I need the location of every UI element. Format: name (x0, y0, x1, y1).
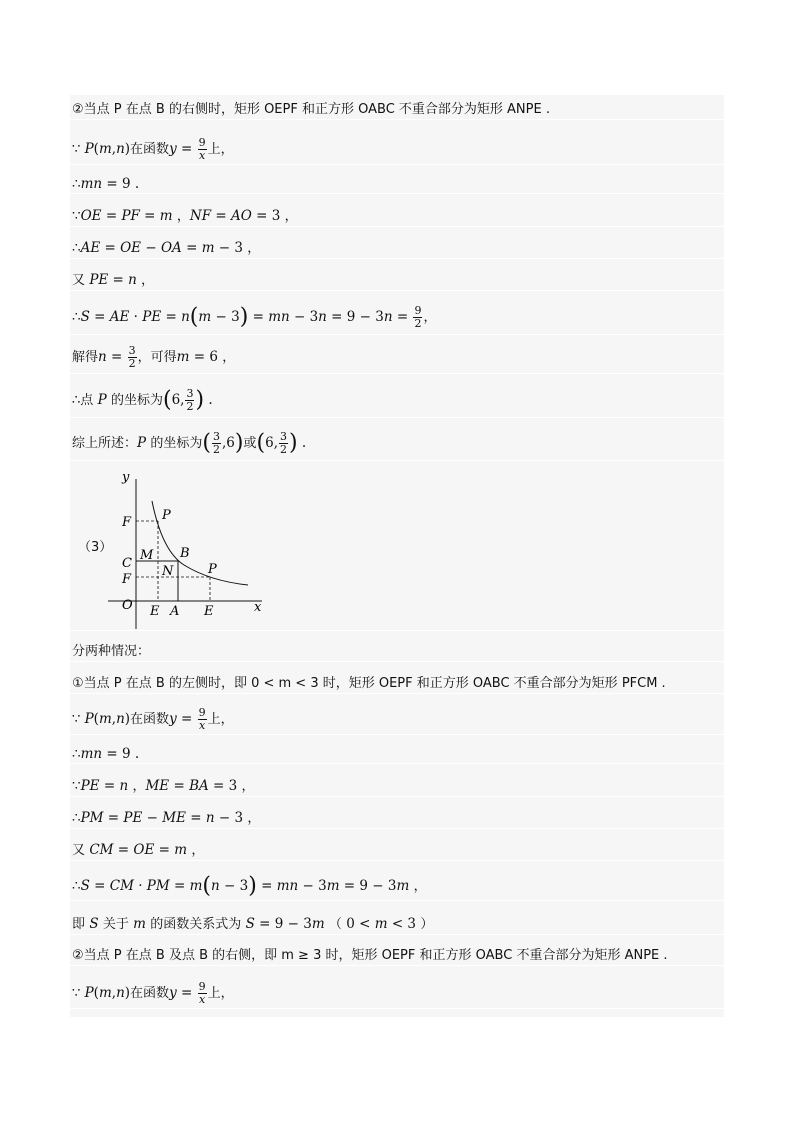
text-line: 又 CM = OE = m ， (70, 841, 724, 861)
label-a: A (170, 604, 180, 619)
text-line: ∵ P(m,n)在函数y = $\frac{9}{x}$ 上， (70, 133, 724, 165)
text-line (70, 643, 724, 662)
case-1-heading: ①当点 P 在点 B 的左侧时，即 0 < m < 3 时，矩形 OEPF 和正方形 OABC 不重合部分为矩形 PFCM . (72, 676, 666, 691)
label-e-right: E (204, 604, 214, 619)
label-e-left: E (150, 604, 160, 619)
label-m: M (140, 548, 154, 563)
label-b: B (180, 546, 190, 561)
case-2-heading: ②当点 P 在点 B 及点 B 的右侧，即 m ≥ 3 时，矩形 OEPF 和正方形 OABC 不重合部分为矩形 ANPE . (72, 948, 668, 963)
text-line: ∴点 P 的坐标为(6, $\frac{3}{2}$ ) . (70, 382, 724, 418)
text-line (70, 947, 724, 966)
text-line (70, 675, 724, 694)
label-o: O (122, 598, 133, 613)
label-p-left: P (162, 508, 171, 523)
text-line: ∵OE = PF = m ，NF = AO = 3 ， (70, 207, 724, 227)
text-line (70, 101, 724, 120)
cases-heading: 分两种情况： (72, 644, 151, 659)
label-f-bottom: F (122, 572, 132, 587)
label-y: y (122, 470, 130, 485)
graph-figure (100, 469, 280, 629)
text-line: 解得n = $\frac{3}{2}$ ，可得m = 6 ， (70, 340, 724, 374)
part-label: （3） (78, 540, 113, 555)
text-line: ∵ P(m,n)在函数y = $\frac{9}{x}$ 上， (70, 977, 724, 1009)
label-f-top: F (122, 515, 132, 530)
text-line: ∴S = CM · PM = m(n − 3) = mn − 3m = 9 − 3m ， (70, 871, 724, 901)
label-p-right: P (208, 562, 217, 577)
text-line: ∴PM = PE − ME = n − 3 ， (70, 809, 724, 829)
text-line: ∴AE = OE − OA = m − 3 ， (70, 239, 724, 259)
text-line: 即 S 关于 m 的函数关系式为 S = 9 − 3m （ 0 < m < 3 ） (70, 915, 724, 935)
text-line: 又 PE = n ， (70, 271, 724, 291)
label-n: N (162, 564, 174, 579)
label-c: C (122, 556, 132, 571)
text-line: ∴mn = 9 . (70, 175, 724, 194)
line-1: ②当点 P 在点 B 的右侧时，矩形 OEPF 和正方形 OABC 不重合部分为矩形 ANPE . (72, 102, 550, 117)
text-line: 综上所述：P 的坐标为( $\frac{3}{2}$ ,6)或(6, $\frac{3}{2}$ ) . (70, 425, 724, 461)
figure-row (70, 467, 724, 631)
text-line: ∵ P(m,n)在函数y = $\frac{9}{x}$ 上， (70, 703, 724, 735)
text-line: ∵PE = n ，ME = BA = 3 ， (70, 777, 724, 797)
solution-sheet (70, 95, 724, 1017)
text-line: ∴S = AE · PE = n(m − 3) = mn − 3n = 9 − 3n = $\frac{9}{2}$ ， (70, 299, 724, 335)
label-x: x (254, 600, 262, 615)
text-line: ∴mn = 9 . (70, 745, 724, 764)
